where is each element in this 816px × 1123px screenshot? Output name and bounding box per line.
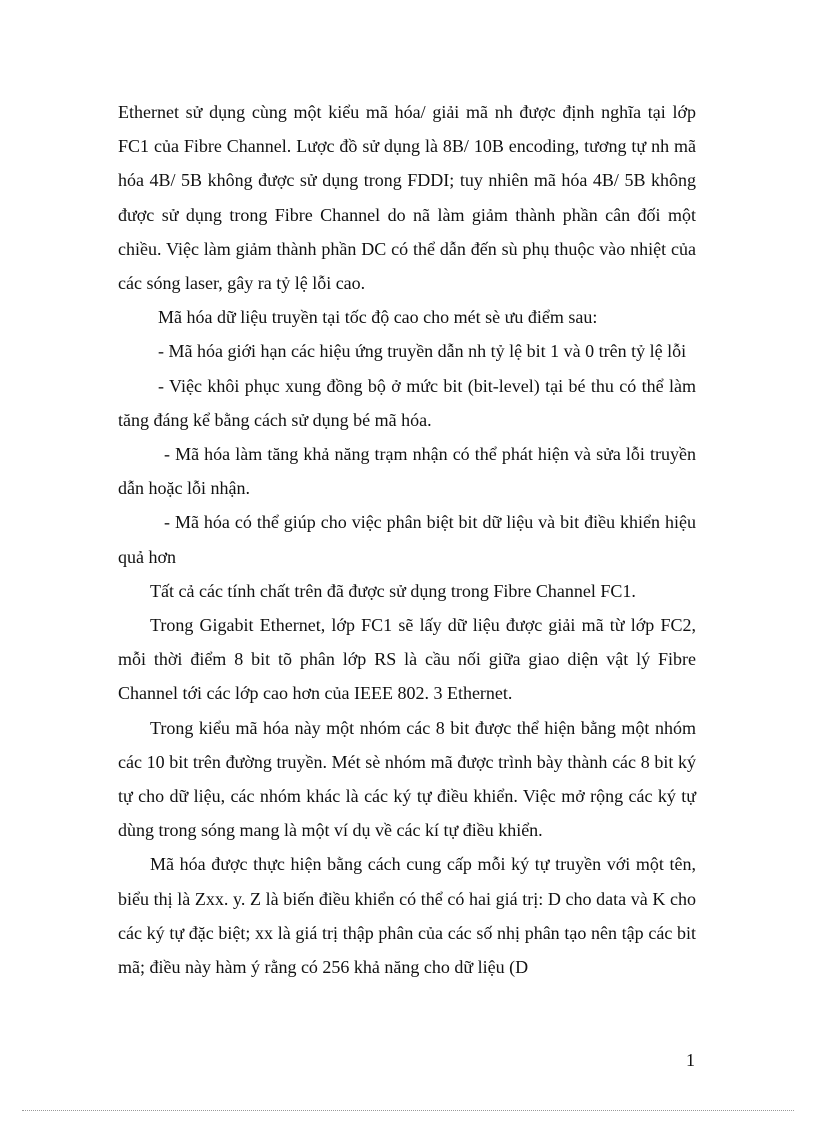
paragraph-3: Tất cả các tính chất trên đã được sử dụng trong Fibre Channel FC1. [150,580,636,601]
body-text [118,95,696,984]
paragraph-5: Trong kiểu mã hóa này một nhóm các 8 bit được thể hiện bằng một nhóm các 10 bit trên đường truyền. Mét sè nhóm mã được trình bày thành các 8 bit ký tự cho dữ liệu, các nhóm khác là các ký tự điều khiển. Việc mở rộng các ký tự dùng trong sóng mang là một ví dụ về các kí tự điều khiển. [118,717,696,841]
paragraph-6: Mã hóa được thực hiện bằng cách cung cấp mỗi ký tự truyền với một tên, biểu thị là Zxx. y. Z là biến điều khiển có thể có hai giá trị: D cho data và K cho các ký tự đặc biệt; xx là giá trị thập phân của các số nhị phân tạo nên tập các bit mã; điều này hàm ý rằng có 256 khả năng cho dữ liệu (D [118,854,696,978]
paragraph-2: Mã hóa dữ liệu truyền tại tốc độ cao cho mét sè ưu điểm sau: [158,307,598,328]
bullet-2: - Việc khôi phục xung đồng bộ ở mức bit (bit-level) tại bé thu có thể làm tăng đáng kể bằng cách sử dụng bé mã hóa. [118,375,696,430]
bullet-4: - Mã hóa có thể giúp cho việc phân biệt bit dữ liệu và bit điều khiển hiệu quả hơn [118,512,696,567]
page-number: 1 [686,1050,695,1070]
paragraph-4: Trong Gigabit Ethernet, lớp FC1 sẽ lấy dữ liệu được giải mã từ lớp FC2, mỗi thời điểm 8 bit tõ phân lớp RS là cầu nối giữa giao diện vật lý Fibre Channel tới các lớp cao hơn của IEEE 802. 3 Ethernet. [118,615,696,704]
bullet-3: - Mã hóa làm tăng khả năng trạm nhận có thể phát hiện và sửa lỗi truyền dẫn hoặc lỗi nhận. [118,444,696,499]
bullet-1: - Mã hóa giới hạn các hiệu ứng truyền dẫn nh tỷ lệ bit 1 và 0 trên tỷ lệ lỗi [158,341,687,362]
footer-divider [22,1110,794,1111]
paragraph-1: Ethernet sử dụng cùng một kiểu mã hóa/ giải mã nh được định nghĩa tại lớp FC1 của Fibre Channel. Lược đồ sử dụng là 8B/ 10B encoding, tương tự nh mã hóa 4B/ 5B không được sử dụng trong FDDI; tuy nhiên mã hóa 4B/ 5B không được sử dụng trong Fibre Channel do nã làm giảm thành phần cân đối một chiều. Việc làm giảm thành phần DC có thể dẫn đến sù phụ thuộc vào nhiệt của các sóng laser, gây ra tỷ lệ lỗi cao. [118,102,696,294]
